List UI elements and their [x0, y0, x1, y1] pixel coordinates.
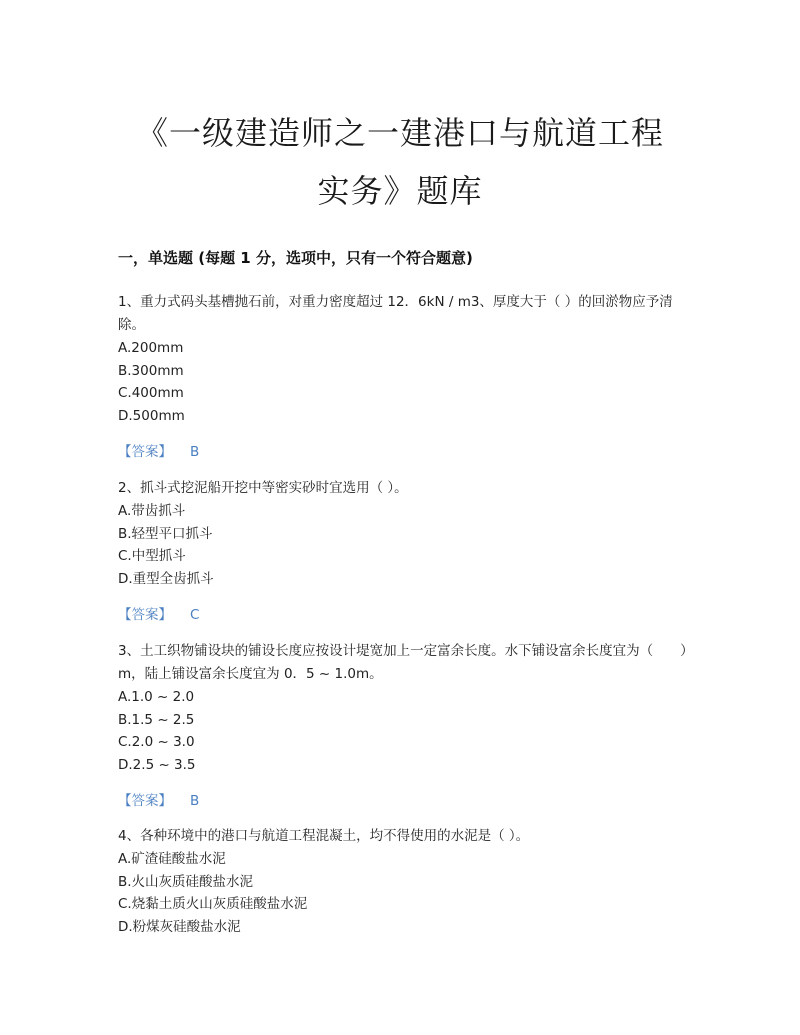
answer-label: 【答案】: [118, 793, 172, 809]
answer-value: B: [190, 793, 200, 809]
option-b: B.轻型平口抓斗: [118, 525, 213, 542]
question-4: [118, 825, 688, 938]
question-text: 4、各种环境中的港口与航道工程混凝土，均不得使用的水泥是（ ）。: [118, 828, 530, 844]
option-c: C.2.0 ~ 3.0: [118, 734, 195, 750]
answer-row: [118, 604, 688, 626]
question-1: [118, 291, 688, 463]
question-text: 2、抓斗式挖泥船开挖中等密实砂时宜选用（ ）。: [118, 480, 408, 496]
answer-row: [118, 441, 688, 463]
option-b: B.300mm: [118, 362, 184, 379]
option-b: B.1.5 ~ 2.5: [118, 711, 195, 728]
option-d: D.重型全齿抓斗: [118, 570, 214, 587]
option-d: D.粉煤灰硅酸盐水泥: [118, 918, 241, 935]
question-text: 3、土工织物铺设块的铺设长度应按设计堤宽加上一定富余长度。水下铺设富余长度宜为（ ）m，陆上铺设富余长度宜为 0．5 ~ 1.0m。: [118, 643, 687, 682]
answer-value: C: [190, 607, 200, 623]
document-title: [0, 104, 800, 220]
option-a: A.200mm: [118, 340, 184, 356]
option-a: A.带齿抓斗: [118, 503, 186, 519]
option-b: B.火山灰质硅酸盐水泥: [118, 873, 254, 890]
question-3: [118, 640, 688, 812]
answer-label: 【答案】: [118, 607, 172, 623]
option-c: C.中型抓斗: [118, 548, 186, 564]
question-text: 1、重力式码头基槽抛石前，对重力密度超过 12．6kN / m3、厚度大于（ ）的回淤物应予清除。: [118, 294, 673, 333]
document-title-line-1: 《一级建造师之一建港口与航道工程: [135, 114, 664, 152]
option-a: A.矿渣硅酸盐水泥: [118, 851, 226, 867]
answer-row: [118, 790, 688, 812]
document-title-line-2: 实务》题库: [317, 172, 483, 210]
option-a: A.1.0 ~ 2.0: [118, 689, 195, 705]
option-c: C.400mm: [118, 385, 184, 401]
question-2: [118, 477, 688, 626]
answer-label: 【答案】: [118, 444, 172, 460]
option-d: D.500mm: [118, 407, 185, 424]
answer-value: B: [190, 444, 200, 460]
option-c: C.烧黏土质火山灰质硅酸盐水泥: [118, 896, 308, 912]
section-heading: 一，单选题 (每题 1 分，选项中，只有一个符合题意): [118, 249, 473, 267]
option-d: D.2.5 ~ 3.5: [118, 756, 196, 773]
